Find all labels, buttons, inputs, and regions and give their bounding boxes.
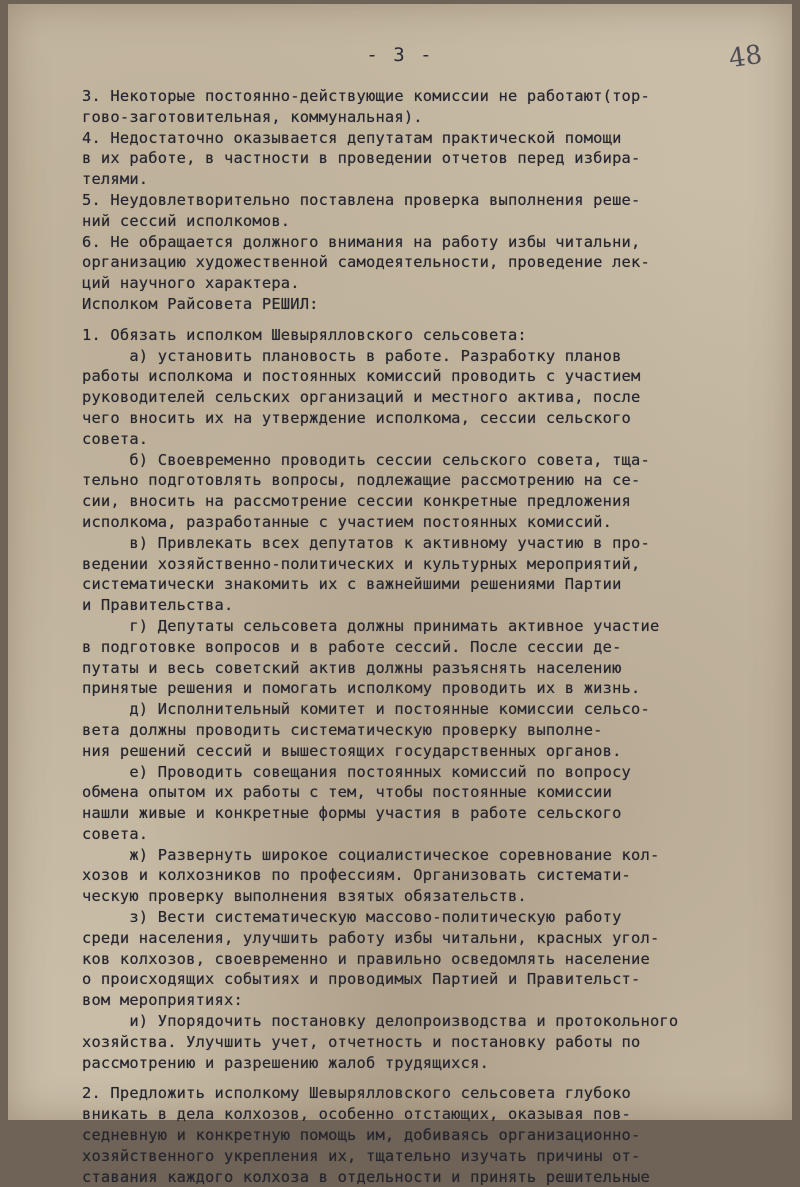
paragraph-gap [82, 315, 782, 325]
text-line: совета. [82, 429, 149, 448]
text-line: ставания каждого колхоза в отдельности и принять решительные [82, 1167, 650, 1186]
text-line: ков колхозов, своевременно и правильно осведомлять население [82, 949, 650, 968]
text-line: 1. Обязать исполком Шевырялловского сельсовета: [82, 325, 527, 344]
text-line: организацию художественной самодеятельности, проведение лек- [82, 253, 650, 272]
text-line: Исполком Райсовета РЕШИЛ: [82, 294, 319, 313]
text-line: и Правительства. [82, 596, 234, 615]
text-line: 4. Недостаточно оказывается депутатам практической помощи [82, 128, 622, 147]
text-line: хозяйства. Улучшить учет, отчетность и постановку работы по [82, 1032, 641, 1051]
text-line: в подготовке вопросов и в работе сессий. После сессии де- [82, 637, 622, 656]
handwritten-page-mark: 48 [726, 39, 764, 75]
text-line: нашли живые и конкретные формы участия в работе сельского [82, 804, 622, 823]
text-line: ж) Развернуть широкое социалистическое соревнование кол- [82, 845, 660, 864]
text-line: 3. Некоторые постоянно-действующие комиссии не работают(тор- [82, 87, 650, 105]
text-line: рассмотрению и разрешению жалоб трудящихся. [82, 1053, 490, 1072]
text-line: исполкома, разработанные с участием постоянных комиссий. [82, 512, 613, 531]
text-line: а) установить плановость в работе. Разработку планов [82, 346, 622, 365]
paragraph-gap [82, 1073, 782, 1083]
text-line: ний сессий исполкомов. [82, 211, 291, 230]
typed-body-text [82, 86, 782, 1187]
text-line: вета должны проводить систематическую проверку выполне- [82, 720, 603, 739]
text-line: о происходящих событиях и проводимых Партией и Правительст- [82, 970, 641, 989]
text-line: седневную и конкретную помощь им, добиваясь организационно- [82, 1126, 641, 1145]
text-line: тельно подготовлять вопросы, подлежащие рассмотрению на се- [82, 471, 641, 490]
text-line: руководителей сельских организаций и местного актива, после [82, 388, 641, 407]
text-line: телями. [82, 170, 149, 189]
text-line: совета. [82, 824, 149, 843]
text-line: 5. Неудовлетворительно поставлена проверка выполнения реше- [82, 190, 641, 209]
text-line: ций научного характера. [82, 274, 300, 293]
text-line: ния решений сессий и вышестоящих государственных органов. [82, 741, 622, 760]
text-line: в их работе, в частности в проведении отчетов перед избира- [82, 149, 641, 168]
text-line: д) Исполнительный комитет и постоянные комиссии сельсо- [82, 700, 650, 719]
text-line: принятые решения и помогать исполкому проводить их в жизнь. [82, 679, 641, 698]
text-line: вом мероприятиях: [82, 991, 243, 1010]
text-line: ведении хозяйственно-политических и культурных мероприятий, [82, 554, 641, 573]
text-line: гово-заготовительная, коммунальная). [82, 107, 423, 126]
text-line: вникать в дела колхозов, особенно отстающих, оказывая пов- [82, 1105, 632, 1124]
text-line: з) Вести систематическую массово-политическую работу [82, 908, 622, 927]
text-line: и) Упорядочить постановку делопроизводства и протокольного [82, 1012, 679, 1031]
text-line: 6. Не обращается должного внимания на работу избы читальни, [82, 232, 641, 251]
text-line: 2. Предложить исполкому Шевырялловского сельсовета глубоко [82, 1084, 632, 1103]
text-line: сии, вносить на рассмотрение сессии конкретные предложения [82, 492, 632, 511]
text-line: в) Привлекать всех депутатов к активному участию в про- [82, 533, 650, 552]
text-line: среди населения, улучшить работу избы читальни, красных угол- [82, 928, 660, 947]
text-line: б) Своевременно проводить сессии сельского совета, тща- [82, 450, 650, 469]
text-line: чего вносить их на утверждение исполкома, сессии сельского [82, 408, 632, 427]
page-number: - 3 - [366, 44, 434, 66]
text-line: работы исполкома и постоянных комиссий проводить с участием [82, 367, 641, 386]
text-line: хозяйственного укрепления их, тщательно изучать причины от- [82, 1146, 641, 1165]
text-line: обмена опытом их работы с тем, чтобы постоянные комиссии [82, 783, 613, 802]
text-line: путаты и весь советский актив должны разъяснять населению [82, 658, 622, 677]
text-line: г) Депутаты сельсовета должны принимать активное участие [82, 616, 660, 635]
text-line: хозов и колхозников по профессиям. Организовать системати- [82, 866, 632, 885]
text-line: ческую проверку выполнения взятых обязательств. [82, 887, 527, 906]
text-line: е) Проводить совещания постоянных комиссий по вопросу [82, 762, 632, 781]
text-line: систематически знакомить их с важнейшими решениями Партии [82, 575, 622, 594]
document-page [8, 4, 792, 1186]
